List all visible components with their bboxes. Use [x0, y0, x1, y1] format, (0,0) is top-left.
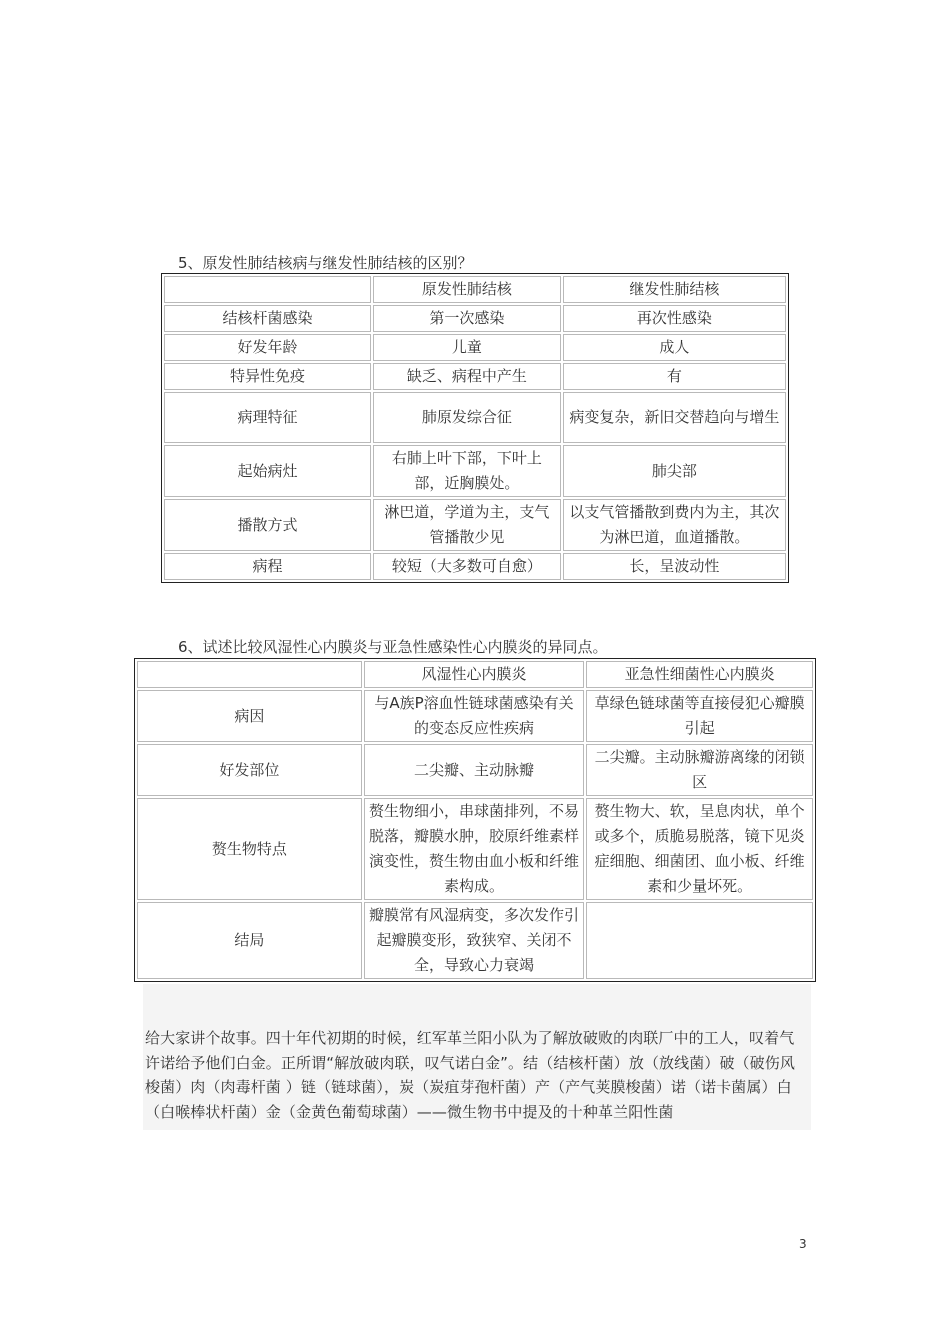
table-row: [137, 798, 813, 900]
question-6-title: 6、试述比较风湿性心内膜炎与亚急性感染性心内膜炎的异同点。: [178, 638, 608, 656]
header-cell-subacute: 亚急性细菌性心内膜炎: [586, 661, 813, 688]
cell: [586, 902, 813, 979]
row-label: 播散方式: [164, 499, 371, 551]
table-row: [137, 902, 813, 979]
tb-comparison-table: [161, 273, 789, 583]
cell: 第一次感染: [373, 305, 561, 332]
row-label: 结局: [137, 902, 362, 979]
cell: 右肺上叶下部，下叶上部，近胸膜处。: [373, 445, 561, 497]
cell: 病变复杂，新旧交替趋向与增生: [563, 392, 786, 443]
header-cell-empty: [164, 276, 371, 303]
table-row: [164, 334, 786, 361]
table-row: [164, 499, 786, 551]
row-label: 病因: [137, 690, 362, 742]
cell: 瓣膜常有风湿病变，多次发作引起瓣膜变形，致狭窄、关闭不全，导致心力衰竭: [364, 902, 585, 979]
endocarditis-comparison-table: [134, 658, 816, 982]
cell: 儿童: [373, 334, 561, 361]
row-label: 好发年龄: [164, 334, 371, 361]
table-row: [137, 690, 813, 742]
page-number: 3: [799, 1237, 807, 1251]
cell: 较短（大多数可自愈）: [373, 553, 561, 580]
mnemonic-story-text: 给大家讲个故事。四十年代初期的时候，红军革兰阳小队为了解放破败的肉联厂中的工人，叹着气许诺给予他们白金。正所谓“解放破肉联，叹气诺白金”。结（结核杆菌）放（放线菌）破（破伤风梭菌）肉（肉毒杆菌 ）链（链球菌），炭（炭疽芽孢杆菌）产（产气荚膜梭菌）诺（诺卡菌属）白（白喉棒状杆菌）金（金黄色葡萄球菌）——微生物书中提及的十种革兰阳性菌: [145, 1029, 795, 1121]
cell: 二尖瓣、主动脉瓣: [364, 744, 585, 796]
mnemonic-story-box: [143, 984, 811, 1130]
table-header-row: [164, 276, 786, 303]
cell: 赘生物大、软，呈息肉状，单个或多个，质脆易脱落，镜下见炎症细胞、细菌团、血小板、纤维素和少量坏死。: [586, 798, 813, 900]
table-row: [164, 553, 786, 580]
cell: 淋巴道，学道为主，支气管播散少见: [373, 499, 561, 551]
header-cell-rheumatic: 风湿性心内膜炎: [364, 661, 585, 688]
header-cell-primary-tb: 原发性肺结核: [373, 276, 561, 303]
row-label: 结核杆菌感染: [164, 305, 371, 332]
cell: 赘生物细小，串球菌排列，不易脱落，瓣膜水肿，胶原纤维素样演变性，赘生物由血小板和纤维素构成。: [364, 798, 585, 900]
cell: 肺尖部: [563, 445, 786, 497]
row-label: 病理特征: [164, 392, 371, 443]
cell: 缺乏、病程中产生: [373, 363, 561, 390]
cell: 与A族P溶血性链球菌感染有关的变态反应性疾病: [364, 690, 585, 742]
cell: 以支气管播散到费内为主，其次为淋巴道，血道播散。: [563, 499, 786, 551]
question-5-title: 5、原发性肺结核病与继发性肺结核的区别？: [178, 254, 473, 272]
table-header-row: [137, 661, 813, 688]
cell: 再次性感染: [563, 305, 786, 332]
cell: 长，呈波动性: [563, 553, 786, 580]
table-row: [164, 363, 786, 390]
cell: 成人: [563, 334, 786, 361]
table-row: [164, 445, 786, 497]
row-label: 病程: [164, 553, 371, 580]
table-row: [137, 744, 813, 796]
cell: 有: [563, 363, 786, 390]
row-label: 赘生物特点: [137, 798, 362, 900]
row-label: 起始病灶: [164, 445, 371, 497]
header-cell-empty: [137, 661, 362, 688]
cell: 肺原发综合征: [373, 392, 561, 443]
header-cell-secondary-tb: 继发性肺结核: [563, 276, 786, 303]
table-row: [164, 392, 786, 443]
cell: 二尖瓣。主动脉瓣游离缘的闭锁区: [586, 744, 813, 796]
table-row: [164, 305, 786, 332]
row-label: 好发部位: [137, 744, 362, 796]
row-label: 特异性免疫: [164, 363, 371, 390]
cell: 草绿色链球菌等直接侵犯心瓣膜引起: [586, 690, 813, 742]
